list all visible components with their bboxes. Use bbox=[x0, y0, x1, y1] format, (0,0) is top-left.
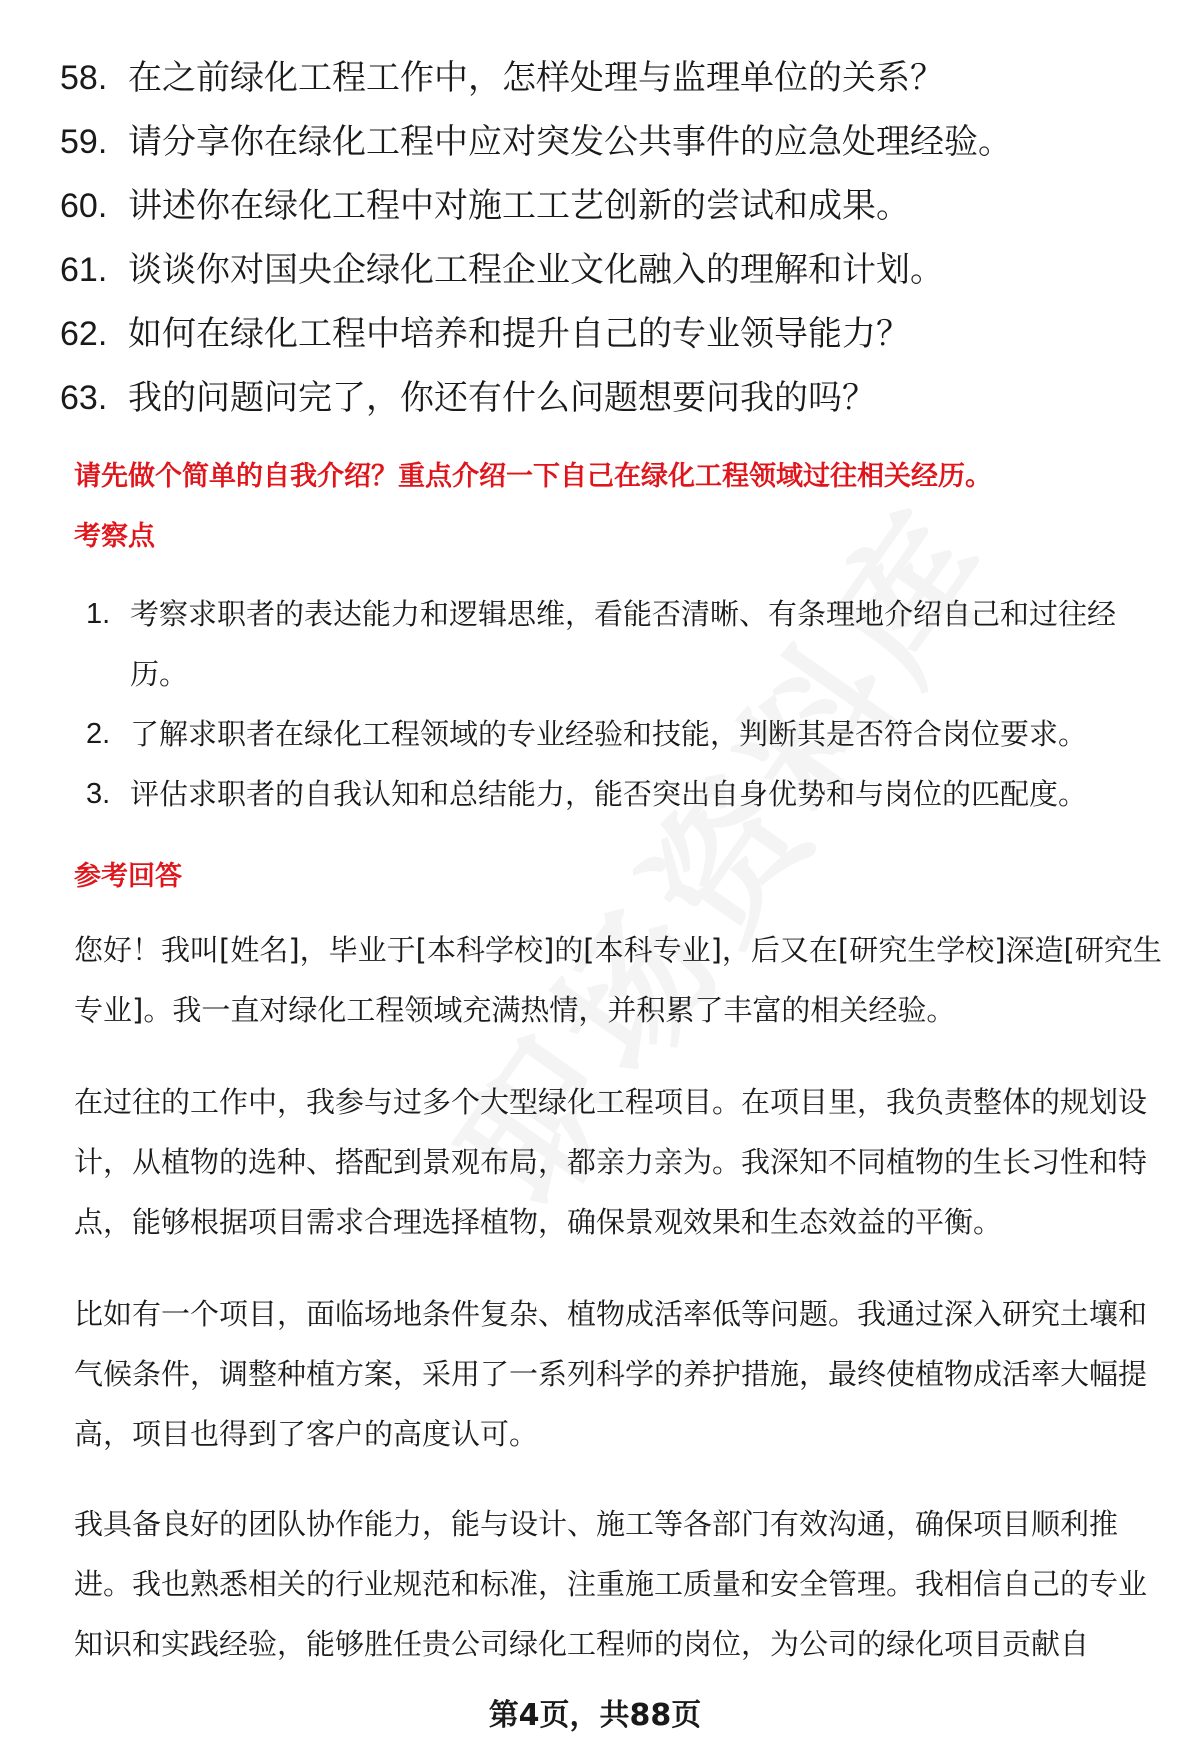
list-item bbox=[60, 46, 1012, 110]
list-item bbox=[86, 764, 1166, 824]
list-item bbox=[60, 110, 1012, 174]
assessment-points-heading: 考察点 bbox=[74, 521, 155, 552]
assessment-points-list bbox=[86, 584, 1166, 824]
answer-paragraph: 您好！我叫[姓名]，毕业于[本科学校]的[本科专业]，后又在[研究生学校]深造[研究生专业]。我一直对绿化工程领域充满热情，并积累了丰富的相关经验。 bbox=[74, 933, 1162, 1027]
answer-paragraph: 比如有一个项目，面临场地条件复杂、植物成活率低等问题。我通过深入研究土壤和气候条件，调整种植方案，采用了一系列科学的养护措施，最终使植物成活率大幅提高，项目也得到了客户的高度认可。 bbox=[74, 1297, 1148, 1451]
question-text: 我的问题问完了，你还有什么问题想要问我的吗？ bbox=[128, 378, 876, 418]
point-text: 考察求职者的表达能力和逻辑思维，看能否清晰、有条理地介绍自己和过往经历。 bbox=[130, 597, 1117, 691]
point-text: 了解求职者在绿化工程领域的专业经验和技能，判断其是否符合岗位要求。 bbox=[130, 717, 1088, 751]
question-number: 61. bbox=[60, 251, 108, 289]
list-item bbox=[60, 174, 1012, 238]
question-text: 如何在绿化工程中培养和提升自己的专业领导能力？ bbox=[128, 314, 910, 354]
question-text: 讲述你在绿化工程中对施工工艺创新的尝试和成果。 bbox=[128, 186, 910, 226]
question-number: 62. bbox=[60, 315, 108, 353]
question-number: 63. bbox=[60, 379, 108, 417]
question-number: 59. bbox=[60, 123, 108, 161]
question-number: 58. bbox=[60, 59, 108, 97]
question-list bbox=[60, 46, 1012, 430]
question-text: 谈谈你对国央企绿化工程企业文化融入的理解和计划。 bbox=[128, 250, 944, 290]
page-footer: 第4页，共88页 bbox=[488, 1698, 702, 1733]
list-item bbox=[60, 238, 1012, 302]
question-text: 在之前绿化工程工作中，怎样处理与监理单位的关系？ bbox=[128, 58, 944, 98]
section-question-heading: 请先做个简单的自我介绍？重点介绍一下自己在绿化工程领域过往相关经历。 bbox=[74, 461, 992, 492]
list-item bbox=[60, 302, 1012, 366]
list-item bbox=[60, 366, 1012, 430]
point-number: 2. bbox=[86, 718, 111, 750]
reference-answer-heading: 参考回答 bbox=[74, 861, 182, 892]
answer-paragraph: 在过往的工作中，我参与过多个大型绿化工程项目。在项目里，我负责整体的规划设计，从植物的选种、搭配到景观布局，都亲力亲为。我深知不同植物的生长习性和特点，能够根据项目需求合理选择植物，确保景观效果和生态效益的平衡。 bbox=[74, 1085, 1148, 1239]
list-item bbox=[86, 704, 1166, 764]
question-text: 请分享你在绿化工程中应对突发公共事件的应急处理经验。 bbox=[128, 122, 1012, 162]
list-item bbox=[86, 584, 1166, 704]
point-number: 1. bbox=[86, 598, 111, 630]
point-text: 评估求职者的自我认知和总结能力，能否突出自身优势和与岗位的匹配度。 bbox=[130, 777, 1088, 811]
answer-paragraph: 我具备良好的团队协作能力，能与设计、施工等各部门有效沟通，确保项目顺利推进。我也熟悉相关的行业规范和标准，注重施工质量和安全管理。我相信自己的专业知识和实践经验，能够胜任贵公司绿化工程师的岗位，为公司的绿化项目贡献自 bbox=[74, 1507, 1148, 1661]
point-number: 3. bbox=[86, 778, 111, 810]
question-number: 60. bbox=[60, 187, 108, 225]
